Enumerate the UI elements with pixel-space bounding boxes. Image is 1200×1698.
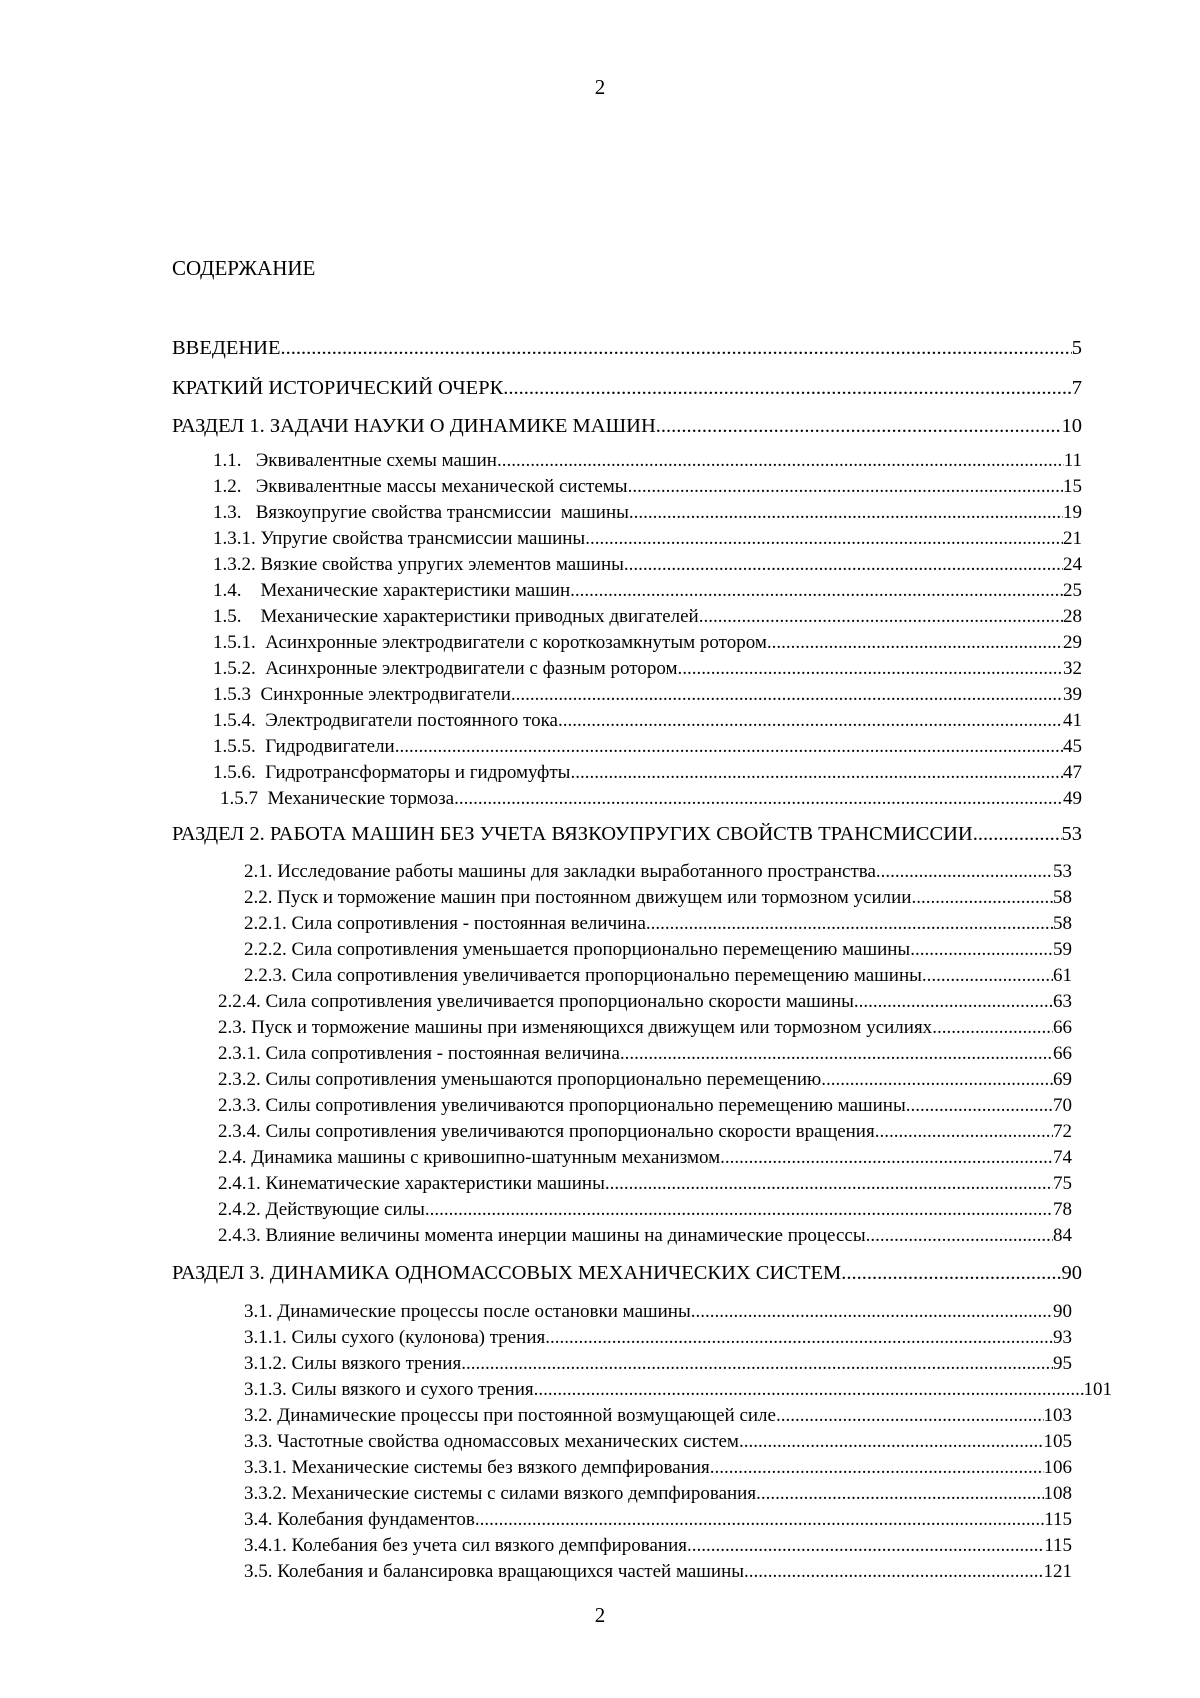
toc-dot-leader	[558, 710, 1063, 732]
toc-dot-leader	[656, 414, 1062, 438]
toc-entry-label: 1.1. Эквивалентные схемы машин	[213, 450, 497, 471]
toc-entry-label: 1.3. Вязкоупругие свойства трансмиссии машины	[213, 502, 629, 523]
toc-dot-leader	[511, 684, 1063, 706]
toc-section-entry	[172, 1261, 1082, 1285]
toc-dot-leader	[841, 1261, 1061, 1285]
toc-dot-leader	[687, 1535, 1044, 1557]
toc-entry-page: 121	[1043, 1561, 1072, 1582]
toc-entry-label: 2.2. Пуск и торможение машин при постоянном движущем или тормозном усилии	[244, 887, 912, 908]
toc-dot-leader	[624, 554, 1063, 576]
toc-entry	[218, 1225, 1072, 1247]
toc-entry-page: 74	[1053, 1147, 1072, 1168]
toc-entry	[213, 684, 1082, 706]
toc-entry	[213, 762, 1082, 784]
page-number-top: 2	[594, 75, 606, 99]
toc-entry-label: 3.4.1. Колебания без учета сил вязкого демпфирования	[244, 1535, 687, 1556]
toc-dot-leader	[620, 1043, 1053, 1065]
toc-entry-page: 24	[1063, 554, 1082, 575]
toc-entry-label: 3.1.2. Силы вязкого трения	[244, 1353, 462, 1374]
toc-section-entry	[172, 414, 1082, 438]
toc-entry-label: 1.5.1. Асинхронные электродвигатели с короткозамкнутым ротором	[213, 632, 767, 653]
toc-entry	[218, 1121, 1072, 1143]
toc-entry-label: 1.5.7 Механические тормоза	[220, 788, 455, 809]
toc-entry-label: 2.4.3. Влияние величины момента инерции машины на динамические процессы	[218, 1225, 866, 1246]
toc-entry-page: 41	[1063, 710, 1082, 731]
toc-entry-label: 3.5. Колебания и балансировка вращающихся частей машины	[244, 1561, 745, 1582]
toc-dot-leader	[821, 1069, 1053, 1091]
toc-dot-leader	[932, 1017, 1053, 1039]
toc-dot-leader	[906, 1095, 1053, 1117]
toc-entry	[213, 736, 1082, 758]
toc-entry-label: 2.2.2. Сила сопротивления уменьшается пропорционально перемещению машины	[244, 939, 911, 960]
toc-dot-leader	[570, 580, 1063, 602]
toc-entry-page: 59	[1053, 939, 1072, 960]
toc-entry	[244, 1405, 1072, 1427]
toc-entry-label: 2.3.3. Силы сопротивления увеличиваются пропорционально перемещению машины	[218, 1095, 906, 1116]
toc-entry-label: РАЗДЕЛ 2. РАБОТА МАШИН БЕЗ УЧЕТА ВЯЗКОУПРУГИХ СВОЙСТВ ТРАНСМИССИИ	[172, 823, 973, 845]
toc-dot-leader	[585, 528, 1063, 550]
toc-entry	[244, 1327, 1072, 1349]
toc-dot-leader	[281, 336, 1072, 360]
toc-dot-leader	[534, 1379, 1084, 1401]
toc-entry-page: 29	[1063, 632, 1082, 653]
toc-entry-page: 101	[1083, 1379, 1112, 1400]
toc-entry-page: 47	[1063, 762, 1082, 783]
toc-entry-page: 108	[1043, 1483, 1072, 1504]
toc-dot-leader	[699, 606, 1063, 628]
toc-entry	[244, 1483, 1072, 1505]
toc-entry	[218, 991, 1072, 1013]
toc-dot-leader	[739, 1431, 1044, 1453]
toc-entry-label: ВВЕДЕНИЕ	[172, 337, 281, 359]
toc-entry	[218, 1043, 1072, 1065]
toc-dot-leader	[395, 736, 1063, 758]
toc-dot-leader	[454, 788, 1063, 810]
toc-entry-label: 1.3.2. Вязкие свойства упругих элементов машины	[213, 554, 624, 575]
toc-entry	[244, 1353, 1072, 1375]
toc-entry-label: 1.5.2. Асинхронные электродвигатели с фазным ротором	[213, 658, 678, 679]
toc-entry-label: 3.1.1. Силы сухого (кулонова) трения	[244, 1327, 546, 1348]
toc-entry-page: 11	[1063, 450, 1082, 471]
toc-dot-leader	[875, 1121, 1053, 1143]
toc-entry-page: 115	[1044, 1509, 1072, 1530]
toc-entry	[213, 710, 1082, 732]
toc-entry	[218, 1173, 1072, 1195]
toc-dot-leader	[756, 1483, 1043, 1505]
toc-entry-page: 90	[1061, 1262, 1082, 1284]
toc-entry-page: 53	[1053, 861, 1072, 882]
toc-entry	[213, 658, 1082, 680]
toc-entry-label: 3.3.2. Механические системы с силами вязкого демпфирования	[244, 1483, 757, 1504]
toc-dot-leader	[910, 939, 1053, 961]
toc-entry-label: 2.2.1. Сила сопротивления - постоянная величина	[244, 913, 646, 934]
toc-entry-label: 1.5.6. Гидротрансформаторы и гидромуфты	[213, 762, 571, 783]
toc-dot-leader	[475, 1509, 1044, 1531]
toc-entry	[244, 965, 1072, 987]
toc-entry	[218, 1147, 1072, 1169]
toc-entry	[244, 1535, 1072, 1557]
toc-dot-leader	[866, 1225, 1053, 1247]
toc-entry-page: 66	[1053, 1043, 1072, 1064]
toc-entry	[244, 1457, 1072, 1479]
toc-entry-label: 3.2. Динамические процессы при постоянной возмущающей силе	[244, 1405, 776, 1426]
toc-entry-page: 10	[1061, 415, 1082, 437]
toc-entry-label: РАЗДЕЛ 1. ЗАДАЧИ НАУКИ О ДИНАМИКЕ МАШИН	[172, 415, 656, 437]
toc-entry-label: 2.2.4. Сила сопротивления увеличивается пропорционально скорости машины	[218, 991, 854, 1012]
toc-entry-label: РАЗДЕЛ 3. ДИНАМИКА ОДНОМАССОВЫХ МЕХАНИЧЕСКИХ СИСТЕМ	[172, 1262, 842, 1284]
toc-dot-leader	[570, 762, 1063, 784]
toc-entry	[213, 632, 1082, 654]
toc-entry	[244, 939, 1072, 961]
toc-entry-page: 103	[1043, 1405, 1072, 1426]
toc-entry-page: 66	[1053, 1017, 1072, 1038]
toc-entry-page: 106	[1043, 1457, 1072, 1478]
toc-section-entry	[172, 336, 1082, 360]
toc-entry-label: 1.5.5. Гидродвигатели	[213, 736, 395, 757]
toc-entry	[213, 450, 1082, 472]
toc-dot-leader	[425, 1199, 1053, 1221]
toc-entry-page: 93	[1053, 1327, 1072, 1348]
toc-entry-label: 2.3.4. Силы сопротивления увеличиваются пропорционально скорости вращения	[218, 1121, 875, 1142]
toc-entry-page: 58	[1053, 887, 1072, 908]
toc-entry-page: 70	[1053, 1095, 1072, 1116]
toc-entry	[218, 1095, 1072, 1117]
toc-entry	[244, 861, 1072, 883]
toc-entry-label: 2.3.1. Сила сопротивления - постоянная величина	[218, 1043, 620, 1064]
toc-dot-leader	[876, 861, 1053, 883]
toc-entry-label: 3.3. Частотные свойства одномассовых механических систем	[244, 1431, 739, 1452]
toc-entry-label: 3.1.3. Силы вязкого и сухого трения	[244, 1379, 534, 1400]
toc-title: СОДЕРЖАНИЕ	[172, 256, 316, 280]
toc-dot-leader	[503, 376, 1071, 400]
toc-dot-leader	[678, 658, 1063, 680]
toc-entry-page: 19	[1063, 502, 1082, 523]
toc-entry-page: 25	[1063, 580, 1082, 601]
toc-entry-page: 115	[1044, 1535, 1072, 1556]
toc-dot-leader	[461, 1353, 1053, 1375]
toc-dot-leader	[629, 502, 1063, 524]
toc-entry-label: 2.3. Пуск и торможение машины при изменяющихся движущем или тормозном усилиях	[218, 1017, 933, 1038]
toc-section-entry	[172, 376, 1082, 400]
toc-entry-label: 1.3.1. Упругие свойства трансмиссии машины	[213, 528, 586, 549]
toc-entry	[218, 1069, 1072, 1091]
toc-entry-label: 1.5. Механические характеристики приводных двигателей	[213, 606, 699, 627]
toc-dot-leader	[767, 632, 1063, 654]
toc-entry-label: 3.3.1. Механические системы без вязкого демпфирования	[244, 1457, 710, 1478]
page-number-bottom: 2	[594, 1603, 606, 1627]
toc-entry-page: 32	[1063, 658, 1082, 679]
toc-dot-leader	[776, 1405, 1044, 1427]
toc-entry	[213, 580, 1082, 602]
toc-entry	[213, 528, 1082, 550]
toc-entry-label: 2.4.2. Действующие силы	[218, 1199, 425, 1220]
toc-entry-page: 49	[1063, 788, 1082, 809]
toc-entry-label: 2.4. Динамика машины с кривошипно-шатунным механизмом	[218, 1147, 721, 1168]
toc-dot-leader	[628, 476, 1063, 498]
toc-entry-page: 75	[1053, 1173, 1072, 1194]
toc-entry-page: 95	[1053, 1353, 1072, 1374]
toc-entry	[218, 1017, 1072, 1039]
toc-dot-leader	[854, 991, 1053, 1013]
toc-entry-page: 84	[1053, 1225, 1072, 1246]
toc-entry	[213, 606, 1082, 628]
toc-entry	[244, 1431, 1072, 1453]
toc-dot-leader	[605, 1173, 1053, 1195]
toc-entry	[220, 788, 1082, 810]
toc-entry-page: 45	[1063, 736, 1082, 757]
toc-entry-label: КРАТКИЙ ИСТОРИЧЕСКИЙ ОЧЕРК	[172, 377, 504, 399]
toc-dot-leader	[911, 887, 1053, 909]
toc-entry-label: 3.1. Динамические процессы после остановки машины	[244, 1301, 691, 1322]
toc-dot-leader	[646, 913, 1053, 935]
toc-entry	[244, 887, 1072, 909]
toc-entry-label: 2.2.3. Сила сопротивления увеличивается пропорционально перемещению машины	[244, 965, 922, 986]
toc-dot-leader	[720, 1147, 1053, 1169]
toc-entry	[244, 1509, 1072, 1531]
toc-entry-page: 53	[1061, 823, 1082, 845]
toc-entry	[213, 554, 1082, 576]
toc-entry-page: 72	[1053, 1121, 1072, 1142]
toc-entry-label: 1.5.4. Электродвигатели постоянного тока	[213, 710, 558, 731]
toc-entry	[244, 1379, 1112, 1401]
toc-entry	[244, 1301, 1072, 1323]
toc-section-entry	[172, 822, 1082, 846]
toc-dot-leader	[744, 1561, 1043, 1583]
toc-entry-page: 63	[1053, 991, 1072, 1012]
toc-entry-page: 7	[1071, 377, 1082, 399]
toc-entry-label: 2.3.2. Силы сопротивления уменьшаются пропорционально перемещению	[218, 1069, 822, 1090]
toc-dot-leader	[545, 1327, 1053, 1349]
toc-entry-label: 2.4.1. Кинематические характеристики машины	[218, 1173, 605, 1194]
toc-entry-label: 1.2. Эквивалентные массы механической системы	[213, 476, 628, 497]
toc-entry	[218, 1199, 1072, 1221]
toc-entry-page: 5	[1071, 337, 1082, 359]
toc-entry	[213, 502, 1082, 524]
toc-entry-page: 69	[1053, 1069, 1072, 1090]
toc-dot-leader	[691, 1301, 1053, 1323]
toc-entry-page: 61	[1053, 965, 1072, 986]
toc-dot-leader	[497, 450, 1064, 472]
toc-entry-page: 28	[1063, 606, 1082, 627]
toc-dot-leader	[973, 822, 1062, 846]
toc-entry-label: 2.1. Исследование работы машины для закладки выработанного пространства	[244, 861, 876, 882]
toc-entry	[244, 1561, 1072, 1583]
toc-dot-leader	[710, 1457, 1044, 1479]
toc-entry-page: 78	[1053, 1199, 1072, 1220]
toc-entry-page: 58	[1053, 913, 1072, 934]
toc-entry-page: 90	[1053, 1301, 1072, 1322]
toc-dot-leader	[922, 965, 1053, 987]
toc-entry-label: 3.4. Колебания фундаментов	[244, 1509, 475, 1530]
toc-entry-page: 15	[1063, 476, 1082, 497]
toc-entry-page: 21	[1063, 528, 1082, 549]
toc-entry-page: 39	[1063, 684, 1082, 705]
toc-entry	[244, 913, 1072, 935]
toc-entry	[213, 476, 1082, 498]
toc-entry-page: 105	[1043, 1431, 1072, 1452]
toc-entry-label: 1.4. Механические характеристики машин	[213, 580, 571, 601]
toc-entry-label: 1.5.3 Синхронные электродвигатели	[213, 684, 511, 705]
